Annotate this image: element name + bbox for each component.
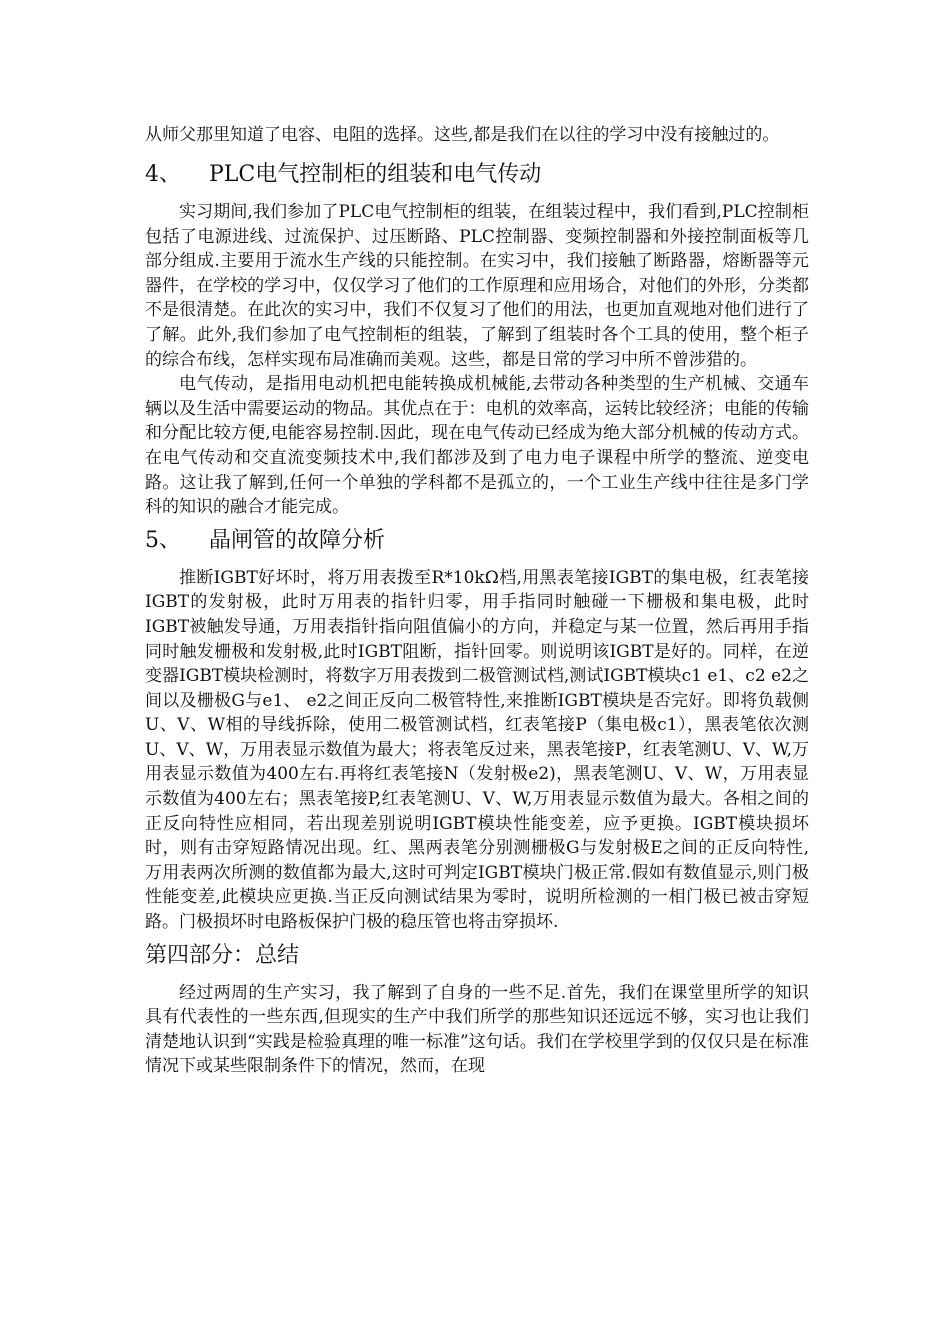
section-5-number: 5、 bbox=[145, 527, 181, 553]
intro-paragraph: 从师父那里知道了电容、电阻的选择。这些,都是我们在以往的学习中没有接触过的。 bbox=[145, 125, 780, 145]
section-5-heading bbox=[145, 524, 809, 558]
document-page bbox=[145, 118, 809, 1079]
section-5-paragraph-1: 推断IGBT好坏时，将万用表拨至R*10kΩ档,用黑表笔接IGBT的集电极，红表笔接IGBT的发射极，此时万用表的指针归零，用手指同时触碰一下栅极和集电极，此时IGBT被触发导通，万用表指针指向阻值偏小的方向，并稳定与某一位置，然后再用手指同时触发栅极和发射极,此时IGBT阻断，指针回零。则说明该IGBT是好的。同样，在逆变器IGBT模块检测时，将数字万用表拨到二极管测试档,测试IGBT模块c1 e1、c2 e2之间以及栅极G与e1、 e2之间正反向二极管特性,来推断IGBT模块是否完好。即将负载侧U、V、W相的导线拆除，使用二极管测试档，红表笔接P（集电极c1），黑表笔依次测U、V、W，万用表显示数值为最大；将表笔反过来，黑表笔接P，红表笔测U、V、W,万用表显示数值为400左右.再将红表笔接N（发射极e2)，黑表笔测U、V、W，万用表显示数值为400左右；黑表笔接P,红表笔测U、V、W,万用表显示数值为最大。各相之间的正反向特性应相同，若出现差别说明IGBT模块性能变差，应予更换。IGBT模块损坏时，则有击穿短路情况出现。红、黑两表笔分别测栅极G与发射极E之间的正反向特性, 万用表两次所测的数值都为最大,这时可判定IGBT模块门极正常.假如有数值显示,则门极性能变差,此模块应更换.当正反向测试结果为零时，说明所检测的一相门极已被击穿短路。门极损坏时电路板保护门极的稳压管也将击穿损坏. bbox=[145, 567, 809, 933]
section-5-title: 晶闸管的故障分析 bbox=[209, 527, 386, 553]
section-4-paragraph-1: 实习期间,我们参加了PLC电气控制柜的组装，在组装过程中，我们看到,PLC控制柜包括了电源进线、过流保护、过压断路、PLC控制器、变频控制器和外接控制面板等几部分组成.主要用于流水生产线的只能控制。在实习中，我们接触了断路器，熔断器等元器件，在学校的学习中，仅仅学习了他们的工作原理和应用场合，对他们的外形，分类都不是很清楚。在此次的实习中，我们不仅复习了他们的用法，也更加直观地对他们进行了了解。此外,我们参加了电气控制柜的组装，了解到了组装时各个工具的使用，整个柜子的综合布线，怎样实现布局准确而美观。这些，都是日常的学习中所不曾涉猎的。 bbox=[145, 202, 809, 370]
part-4-paragraph-1: 经过两周的生产实习，我了解到了自身的一些不足.首先，我们在课堂里所学的知识具有代表性的一些东西,但现实的生产中我们所学的那些知识还远远不够，实习也让我们清楚地认识到“实践是检验真理的唯一标准”这句话。我们在学校里学到的仅仅只是在标准情况下或某些限制条件下的情况，然而，在现 bbox=[145, 982, 809, 1077]
section-4-number: 4、 bbox=[145, 162, 181, 187]
part-4-heading: 第四部分：总结 bbox=[145, 942, 300, 968]
section-4-title: PLC电气控制柜的组装和电气传动 bbox=[209, 162, 542, 187]
section-4-heading bbox=[145, 158, 809, 192]
section-4-paragraph-2: 电气传动，是指用电动机把电能转换成机械能,去带动各种类型的生产机械、交通车辆以及生活中需要运动的物品。其优点在于：电机的效率高，运转比较经济；电能的传输和分配比较方便,电能容易控制.因此，现在电气传动已经成为绝大部分机械的传动方式。在电气传动和交直流变频技术中,我们都涉及到了电力电子课程中所学的整流、逆变电路。这让我了解到,任何一个单独的学科都不是孤立的，一个工业生产线中往往是多门学科的知识的融合才能完成。 bbox=[145, 374, 809, 518]
